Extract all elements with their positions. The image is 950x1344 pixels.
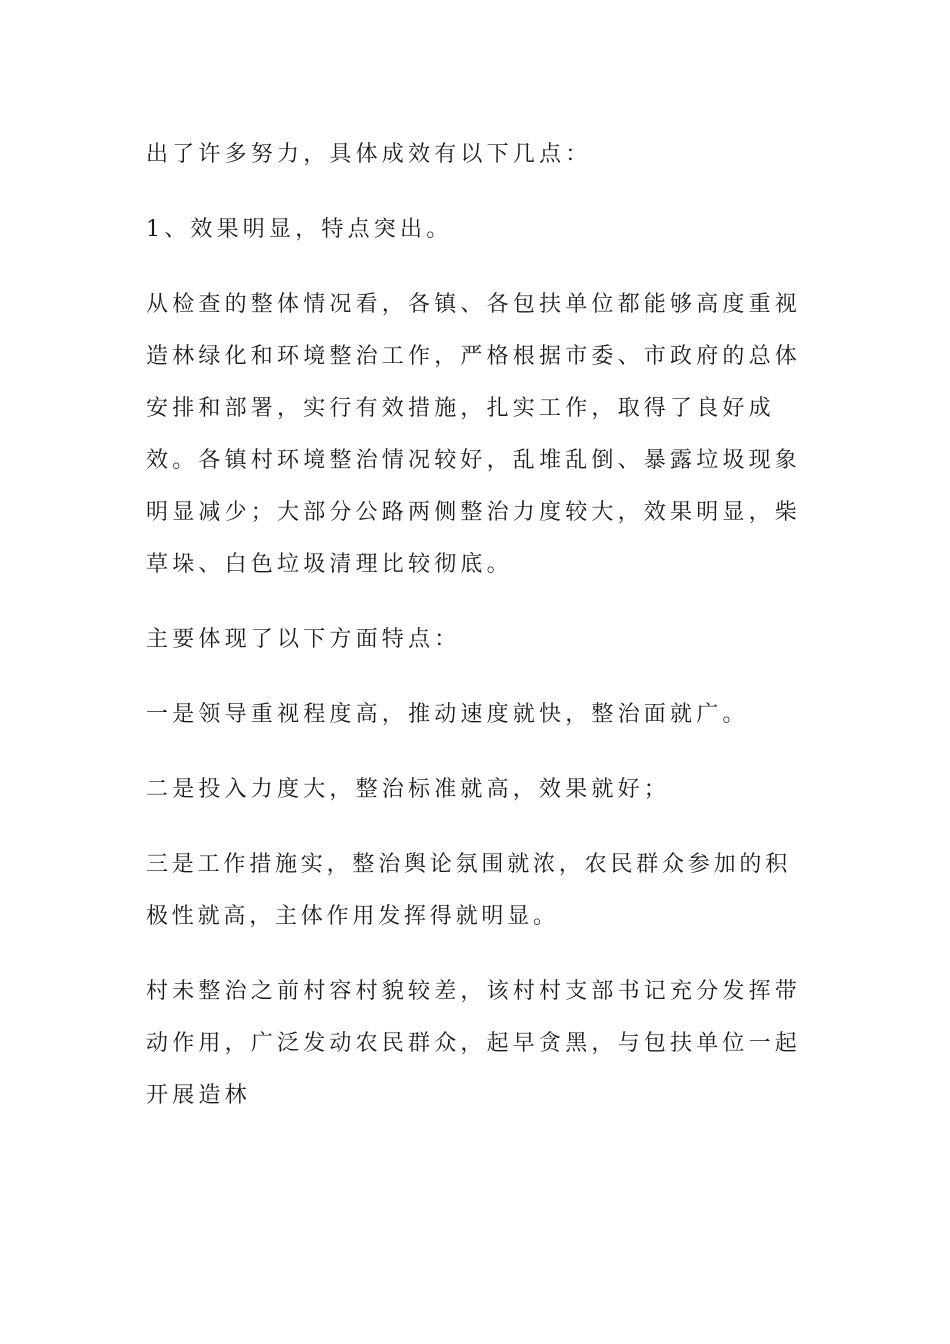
paragraph-inspection-overview: 从检查的整体情况看，各镇、各包扶单位都能够高度重视造林绿化和环境整治工作，严格根据市委、市政府的总体安排和部署，实行有效措施，扎实工作，取得了良好成效。各镇村环境整治情况较好，乱堆乱倒、暴露垃圾现象明显减少；大部分公路两侧整治力度较大，效果明显，柴草垛、白色垃圾清理比较彻底。 [146, 292, 802, 577]
paragraph-village-example: 村未整治之前村容村貌较差，该村村支部书记充分发挥带动作用，广泛发动农民群众，起早贪黑，与包扶单位一起开展造林 [146, 979, 802, 1108]
paragraph-intro-continuation: 出了许多努力，具体成效有以下几点： [146, 142, 592, 167]
paragraph-feature-three: 三是工作措施实，整治舆论氛围就浓，农民群众参加的积极性就高，主体作用发挥得就明显。 [146, 852, 792, 929]
section-heading-1: 1、效果明显，特点突出。 [146, 217, 453, 242]
document-body [146, 129, 806, 1145]
paragraph-features-intro: 主要体现了以下方面特点： [146, 627, 461, 652]
paragraph-feature-two: 二是投入力度大，整治标准就高，效果就好； [146, 777, 671, 802]
paragraph-feature-one: 一是领导重视程度高，推动速度就快，整治面就广。 [146, 702, 749, 727]
